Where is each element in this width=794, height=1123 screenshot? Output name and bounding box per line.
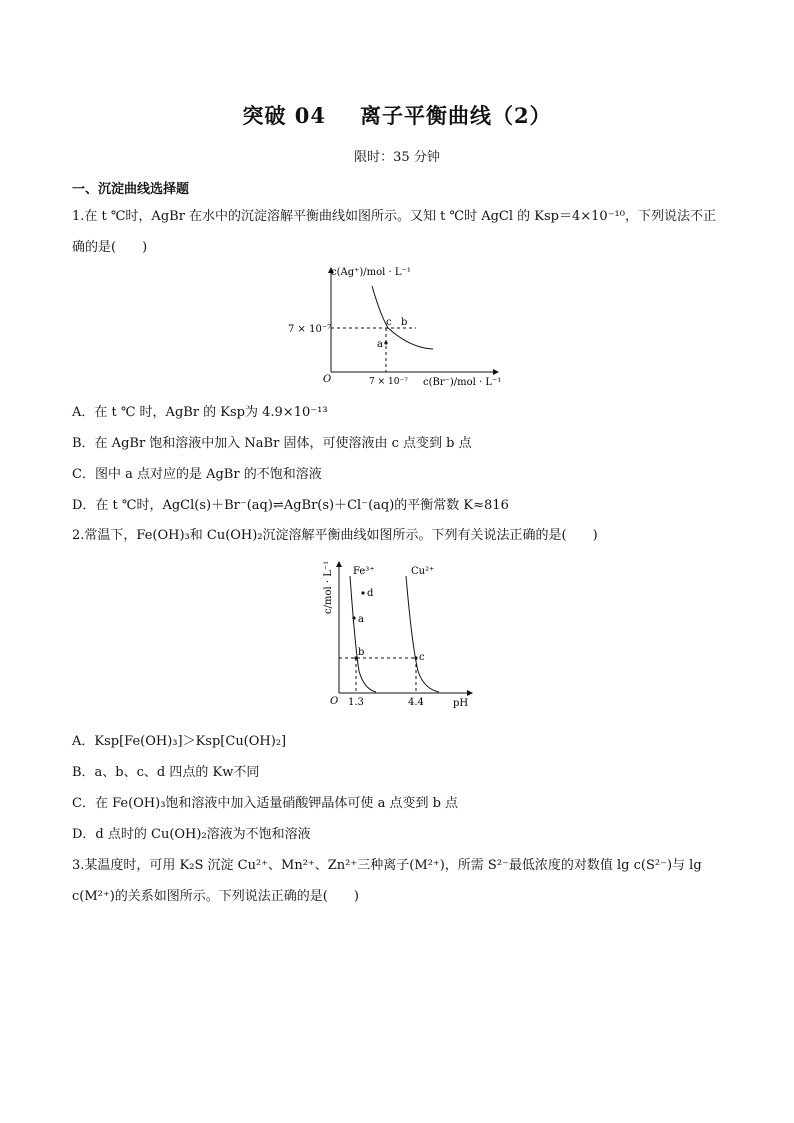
- q2-label-a: a: [358, 614, 364, 625]
- q1-origin: O: [323, 374, 332, 385]
- q2-label-cu: Cu²⁺: [411, 566, 435, 577]
- q1-option-d[interactable]: D．在 t ℃时，AgCl(s)＋Br⁻(aq)⇌AgBr(s)＋Cl⁻(aq)的平衡常数 K≈816: [72, 498, 509, 513]
- q2-label-c: c: [419, 652, 425, 663]
- page-title: [0, 100, 794, 130]
- q1-label-a: a: [377, 339, 383, 350]
- q1-y-tick: 7 × 10⁻⁷: [288, 324, 332, 335]
- q2-point-c: [414, 656, 417, 659]
- q2-origin: O: [330, 696, 339, 707]
- q2-option-b[interactable]: B．a、b、c、d 四点的 Kw不同: [72, 765, 260, 780]
- q2-x-tick2: 4.4: [408, 697, 424, 708]
- q1-x-tick: 7 × 10⁻⁷: [369, 377, 408, 387]
- q2-label-b: b: [358, 647, 365, 658]
- q2-curve-cu: [406, 576, 439, 692]
- q2-option-c[interactable]: C．在 Fe(OH)₃饱和溶液中加入适量硝酸钾晶体可使 a 点变到 b 点: [72, 796, 459, 811]
- q1-point-a: [384, 341, 387, 344]
- q2-label-fe: Fe³⁺: [353, 566, 375, 577]
- q2-x-tick1: 1.3: [348, 697, 364, 708]
- q2-ylabel: c/mol · L⁻¹: [323, 560, 334, 614]
- q1-figure: [280, 262, 520, 392]
- section-heading: 一、沉淀曲线选择题: [72, 182, 190, 197]
- q1-option-a[interactable]: A．在 t ℃ 时，AgBr 的 Ksp为 4.9×10⁻¹³: [72, 405, 328, 420]
- q1-label-b: b: [401, 317, 408, 328]
- title-part2: 离子平衡曲线（2）: [359, 103, 552, 128]
- q1-option-b[interactable]: B．在 AgBr 饱和溶液中加入 NaBr 固体，可使溶液由 c 点变到 b 点: [72, 436, 472, 451]
- title-part1: 突破 04: [242, 103, 326, 128]
- q1-label-c: c: [386, 317, 392, 328]
- q1-option-c[interactable]: C．图中 a 点对应的是 AgBr 的不饱和溶液: [72, 467, 322, 482]
- q2-label-d: d: [367, 588, 374, 599]
- q2-point-d: [361, 591, 364, 594]
- q2-option-d[interactable]: D．d 点时的 Cu(OH)₂溶液为不饱和溶液: [72, 827, 311, 842]
- q2-option-a[interactable]: A．Ksp[Fe(OH)₃]＞Ksp[Cu(OH)₂]: [72, 734, 287, 749]
- q2-xlabel: pH: [453, 698, 469, 709]
- q1-ylabel: c(Ag⁺)/mol · L⁻¹: [331, 267, 411, 278]
- q2-figure: [312, 556, 482, 711]
- q1-stem-line1: 1.在 t ℃时，AgBr 在水中的沉淀溶解平衡曲线如图所示。又知 t ℃时 AgCl 的 Ksp＝4×10⁻¹⁰，下列说法不正: [72, 209, 716, 224]
- q2-stem: 2.常温下，Fe(OH)₃和 Cu(OH)₂沉淀溶解平衡曲线如图所示。下列有关说法正确的是( ): [72, 528, 598, 543]
- q1-xlabel: c(Br⁻)/mol · L⁻¹: [423, 377, 502, 388]
- q2-point-a: [352, 616, 355, 619]
- q3-stem-line2: c(M²⁺)的关系如图所示。下列说法正确的是( ): [72, 889, 359, 904]
- time-limit: 限时：35 分钟: [354, 150, 440, 165]
- q1-stem-line2: 确的是( ): [72, 240, 148, 255]
- q3-stem-line1: 3.某温度时，可用 K₂S 沉淀 Cu²⁺、Mn²⁺、Zn²⁺三种离子(M²⁺)，所需 S²⁻最低浓度的对数值 lg c(S²⁻)与 lg: [72, 858, 702, 873]
